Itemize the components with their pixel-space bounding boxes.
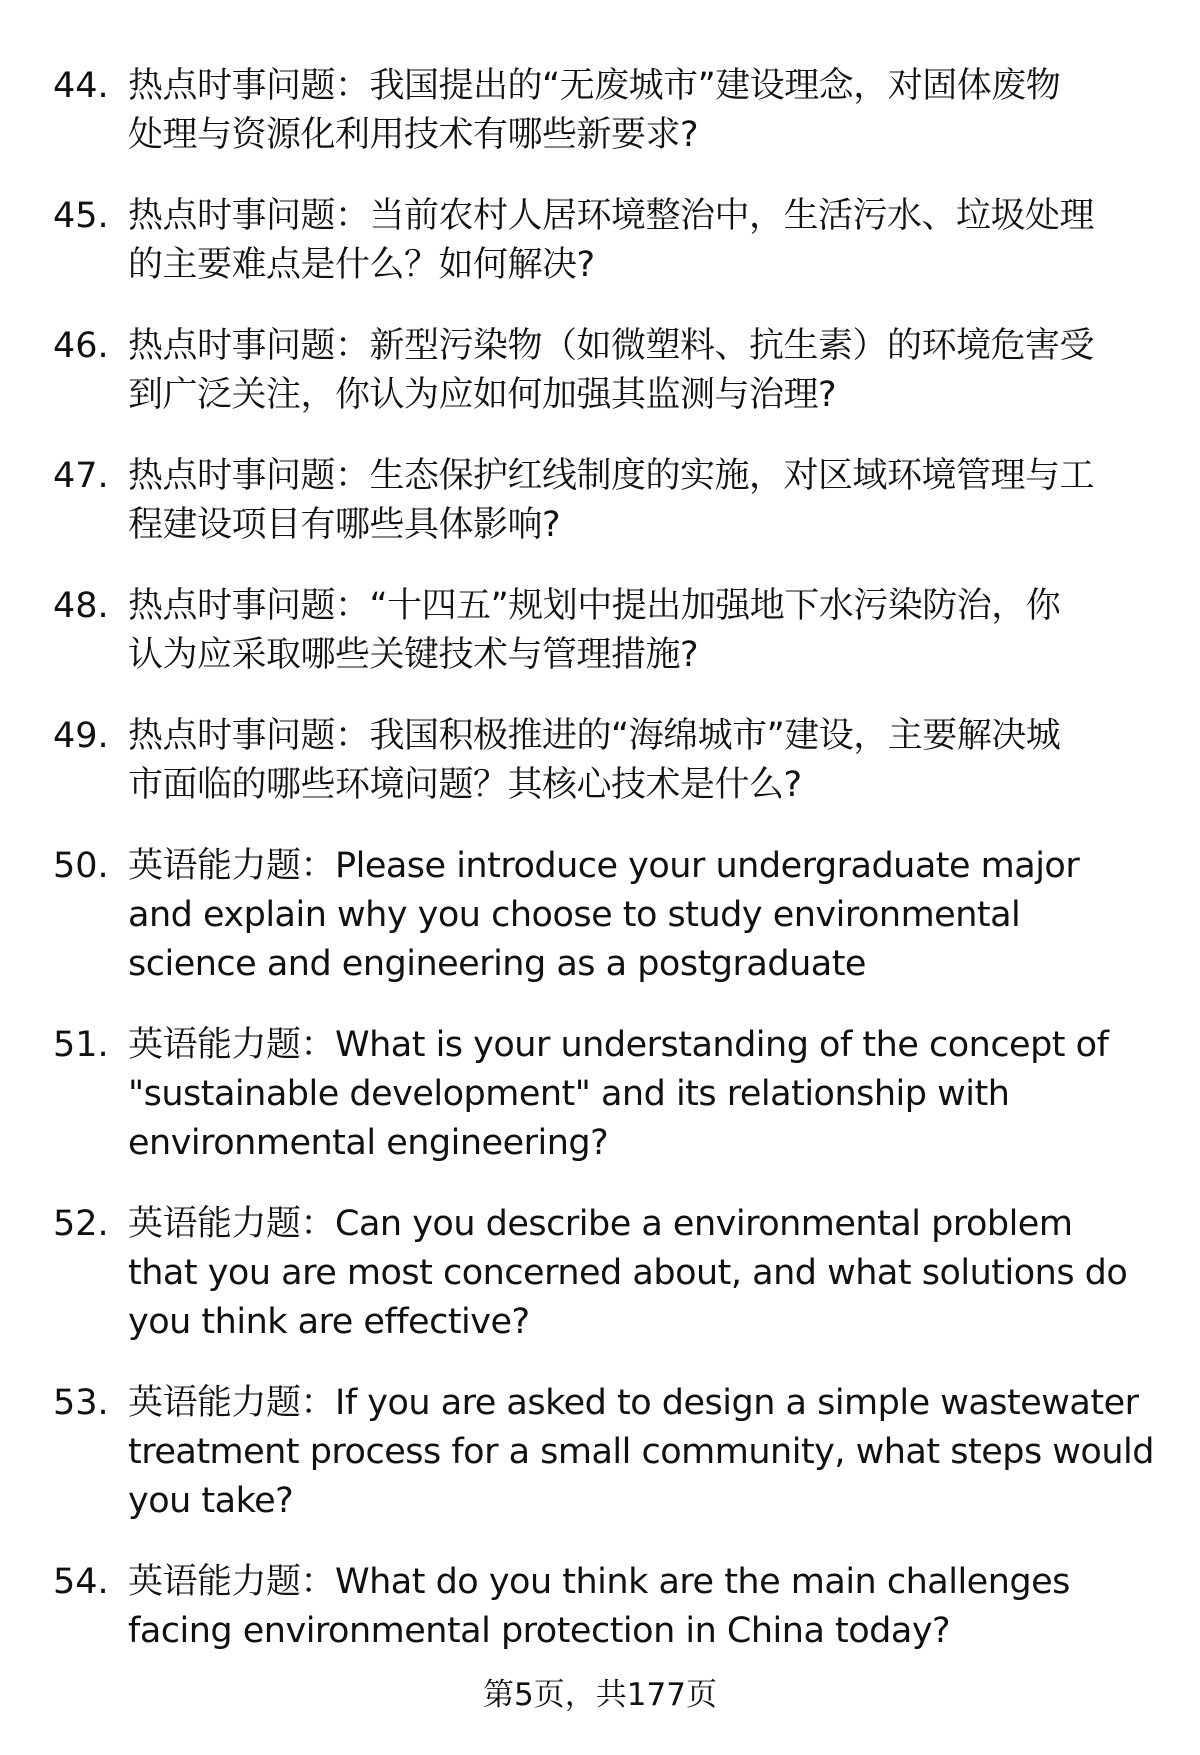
question-number: 45. bbox=[53, 196, 109, 236]
question-text bbox=[128, 712, 1200, 810]
question-text bbox=[128, 322, 1200, 420]
question-number: 44. bbox=[53, 66, 109, 106]
question-text bbox=[128, 62, 1200, 160]
question-line: 到广泛关注，你认为应如何加强其监测与治理? bbox=[128, 375, 837, 415]
question-text bbox=[128, 582, 1200, 680]
question-item bbox=[0, 582, 1200, 680]
question-line: 热点时事问题：我国提出的“无废城市”建设理念，对固体废物 bbox=[128, 66, 1061, 106]
question-line: science and engineering as a postgraduate bbox=[128, 944, 866, 984]
question-text bbox=[128, 1558, 1200, 1656]
question-number: 49. bbox=[53, 716, 109, 756]
question-number: 51. bbox=[53, 1025, 109, 1065]
question-item bbox=[0, 1021, 1200, 1168]
question-item bbox=[0, 842, 1200, 989]
question-number: 53. bbox=[53, 1383, 109, 1423]
question-line: 市面临的哪些环境问题？其核心技术是什么? bbox=[128, 765, 802, 805]
question-line: 英语能力题：What do you think are the main challenges bbox=[128, 1562, 1070, 1602]
question-line: 英语能力题：Can you describe a environmental problem bbox=[128, 1204, 1073, 1244]
question-text bbox=[128, 1379, 1200, 1526]
question-line: 英语能力题：If you are asked to design a simple wastewater bbox=[128, 1383, 1139, 1423]
question-text bbox=[128, 1021, 1200, 1168]
page-number: 第5页，共177页 bbox=[483, 1677, 717, 1713]
question-line: environmental engineering? bbox=[128, 1123, 609, 1163]
question-text bbox=[128, 192, 1200, 290]
question-item bbox=[0, 192, 1200, 290]
question-line: you take? bbox=[128, 1481, 294, 1521]
question-line: 英语能力题：What is your understanding of the concept of bbox=[128, 1025, 1109, 1065]
question-line: you think are effective? bbox=[128, 1302, 530, 1342]
question-line: treatment process for a small community, what steps would bbox=[128, 1432, 1154, 1472]
question-line: 认为应采取哪些关键技术与管理措施? bbox=[128, 635, 699, 675]
question-number: 52. bbox=[53, 1204, 109, 1244]
question-line: facing environmental protection in China today? bbox=[128, 1611, 951, 1651]
question-list bbox=[0, 62, 1200, 1688]
question-number: 47. bbox=[53, 456, 109, 496]
question-item bbox=[0, 712, 1200, 810]
question-number: 46. bbox=[53, 326, 109, 366]
question-number: 48. bbox=[53, 586, 109, 626]
question-line: 处理与资源化利用技术有哪些新要求? bbox=[128, 115, 699, 155]
question-line: that you are most concerned about, and what solutions do bbox=[128, 1253, 1128, 1293]
question-line: 英语能力题：Please introduce your undergraduate major bbox=[128, 846, 1080, 886]
question-line: 程建设项目有哪些具体影响? bbox=[128, 505, 561, 545]
question-line: "sustainable development" and its relationship with bbox=[128, 1074, 1010, 1114]
question-text bbox=[128, 452, 1200, 550]
question-number: 50. bbox=[53, 846, 109, 886]
question-line: and explain why you choose to study environmental bbox=[128, 895, 1021, 935]
question-item bbox=[0, 62, 1200, 160]
question-line: 热点时事问题：当前农村人居环境整治中，生活污水、垃圾处理 bbox=[128, 196, 1095, 236]
question-line: 热点时事问题：“十四五”规划中提出加强地下水污染防治，你 bbox=[128, 586, 1061, 626]
question-text bbox=[128, 1200, 1200, 1347]
question-item bbox=[0, 1558, 1200, 1656]
question-item bbox=[0, 1379, 1200, 1526]
question-item bbox=[0, 1200, 1200, 1347]
question-item bbox=[0, 452, 1200, 550]
question-line: 的主要难点是什么？如何解决? bbox=[128, 245, 595, 285]
question-number: 54. bbox=[53, 1562, 109, 1602]
question-item bbox=[0, 322, 1200, 420]
question-line: 热点时事问题：生态保护红线制度的实施，对区域环境管理与工 bbox=[128, 456, 1095, 496]
question-line: 热点时事问题：新型污染物（如微塑料、抗生素）的环境危害受 bbox=[128, 326, 1095, 366]
question-text bbox=[128, 842, 1200, 989]
question-line: 热点时事问题：我国积极推进的“海绵城市”建设，主要解决城 bbox=[128, 716, 1061, 756]
